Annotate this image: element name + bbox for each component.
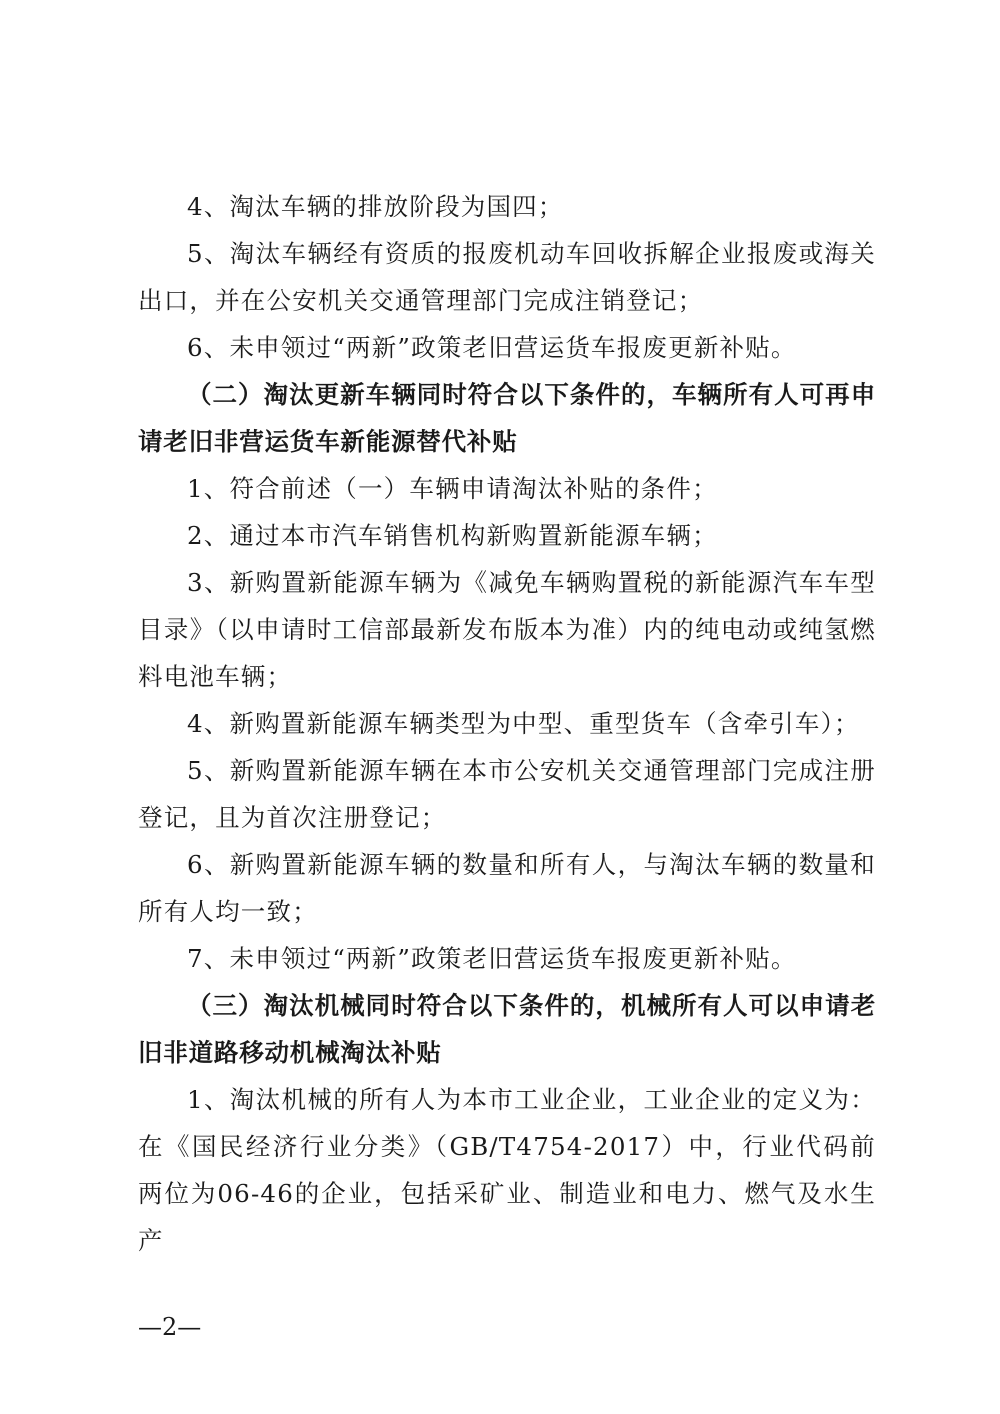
paragraph: 7、未申领过“两新”政策老旧营运货车报废更新补贴。: [187, 944, 797, 973]
paragraph: 4、淘汰车辆的排放阶段为国四；: [187, 192, 564, 221]
section-heading: （二）淘汰更新车辆同时符合以下条件的，车辆所有人可再申请老旧非营运货车新能源替代补贴: [138, 380, 876, 456]
paragraph: 1、符合前述（一）车辆申请淘汰补贴的条件；: [187, 474, 718, 503]
paragraph: 1、淘汰机械的所有人为本市工业企业，工业企业的定义为：在《国民经济行业分类》（GB/T4754-2017）中，行业代码前两位为06-46的企业，包括采矿业、制造业和电力、燃气及水生产: [138, 1085, 876, 1255]
paragraph: 6、新购置新能源车辆的数量和所有人，与淘汰车辆的数量和所有人均一致；: [138, 850, 876, 926]
document-body: [138, 183, 876, 1264]
page-number: —2—: [138, 1313, 202, 1341]
paragraph: 2、通过本市汽车销售机构新购置新能源车辆；: [187, 521, 718, 550]
paragraph: 5、新购置新能源车辆在本市公安机关交通管理部门完成注册登记，且为首次注册登记；: [138, 756, 876, 832]
paragraph: 3、新购置新能源车辆为《减免车辆购置税的新能源汽车车型目录》（以申请时工信部最新发布版本为准）内的纯电动或纯氢燃料电池车辆；: [138, 568, 876, 691]
paragraph: 4、新购置新能源车辆类型为中型、重型货车（含牵引车）；: [187, 709, 860, 738]
section-heading: （三）淘汰机械同时符合以下条件的，机械所有人可以申请老旧非道路移动机械淘汰补贴: [138, 991, 876, 1067]
paragraph: 6、未申领过“两新”政策老旧营运货车报废更新补贴。: [187, 333, 797, 362]
paragraph: 5、淘汰车辆经有资质的报废机动车回收拆解企业报废或海关出口，并在公安机关交通管理部门完成注销登记；: [138, 239, 876, 315]
